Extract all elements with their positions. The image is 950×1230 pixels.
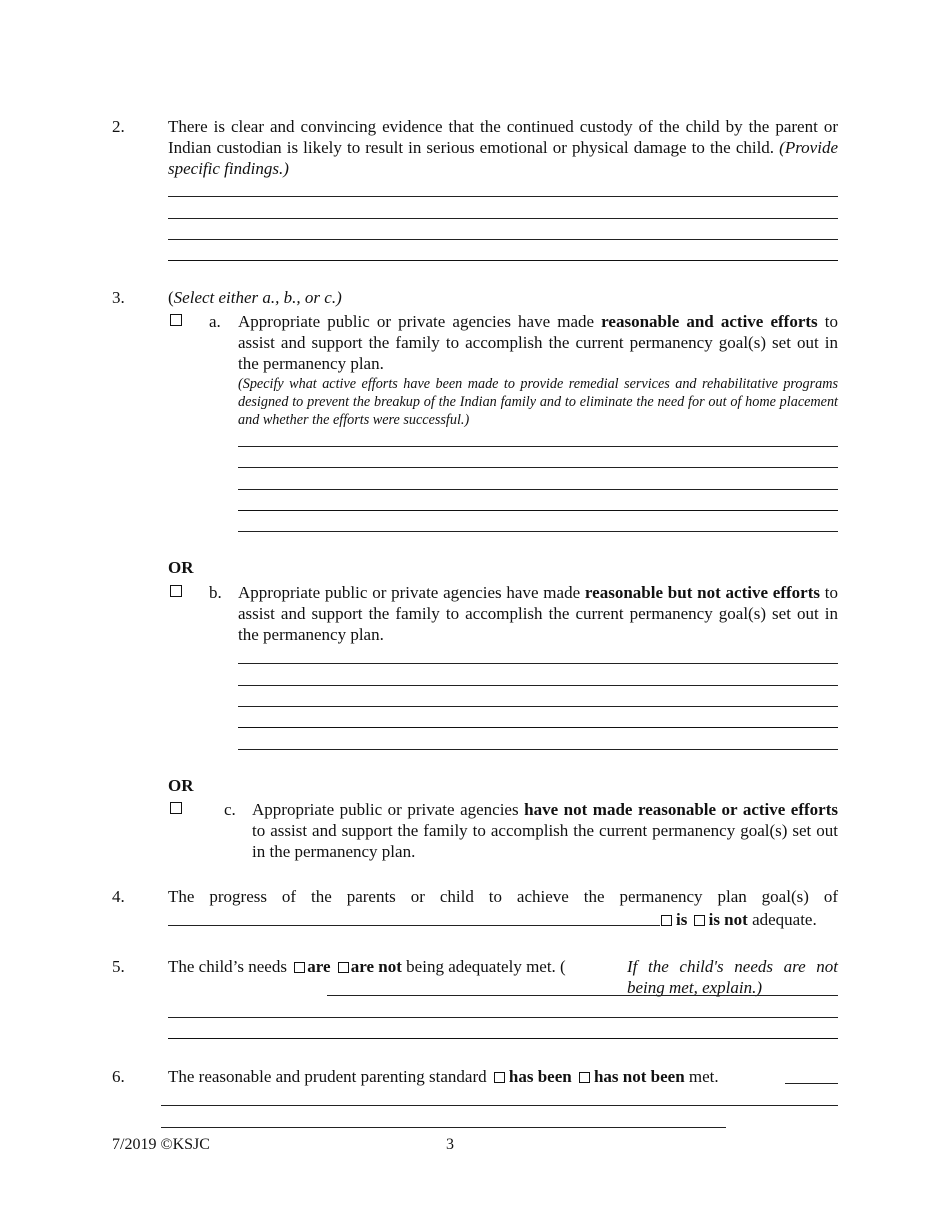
item-4-is-checkbox[interactable] — [661, 915, 672, 926]
item-3a-note: (Specify what active efforts have been made to provide remedial services and rehabilitative programs designed to prevent the breakup of the Indian family and to eliminate the need for out of home placement and whether the efforts were successful.) — [238, 376, 838, 428]
item-3-number: 3. — [112, 288, 125, 307]
item-3a-pre: Appropriate public or private agencies have made — [238, 312, 595, 331]
item-2-findings-line-3[interactable] — [168, 239, 838, 240]
item-6-has-been-checkbox[interactable] — [494, 1072, 505, 1083]
item-5-explain-line-1[interactable] — [327, 995, 838, 996]
item-6-has-not-been-label: has not been — [593, 1067, 685, 1086]
item-3c-pre: Appropriate public or private agencies — [252, 800, 519, 819]
item-4-goal-field[interactable] — [168, 925, 660, 926]
item-3b-post: to assist and support the family to accomplish the current permanency goal(s) set out in the permanency plan. — [238, 583, 839, 644]
item-6-line-3[interactable] — [161, 1127, 726, 1128]
or-label-1: OR — [168, 558, 194, 577]
item-6-text — [168, 1066, 719, 1087]
item-6-has-been-label: has been — [508, 1067, 572, 1086]
item-3c-text — [252, 799, 838, 862]
item-5-are-not-label: are not — [350, 957, 402, 976]
item-3-instruction — [168, 287, 342, 308]
item-6-line-2[interactable] — [161, 1105, 838, 1106]
item-3b-checkbox[interactable] — [170, 585, 182, 597]
item-5-note-text: If the child's needs are not being met, explain.) — [627, 957, 838, 997]
item-3a-line-2[interactable] — [238, 467, 838, 468]
item-2-text — [168, 116, 838, 179]
item-3a-line-1[interactable] — [238, 446, 838, 447]
item-3-instruction-text: Select either a., b., or c.) — [173, 288, 342, 307]
item-3a-line-3[interactable] — [238, 489, 838, 490]
item-3a-line-5[interactable] — [238, 531, 838, 532]
item-5-explain-line-3[interactable] — [168, 1038, 838, 1039]
item-2-note: (Provide specific findings.) — [168, 138, 839, 178]
item-4-is-not-checkbox[interactable] — [694, 915, 705, 926]
item-3a-bold: reasonable and active efforts — [601, 312, 818, 331]
footer-date-copyright: 7/2019 ©KSJC — [112, 1136, 210, 1153]
item-3b-pre: Appropriate public or private agencies have made — [238, 583, 581, 602]
item-3a-letter: a. — [209, 312, 221, 331]
item-5-note — [627, 956, 839, 998]
item-4-is-not-label: is not — [708, 910, 748, 929]
item-5-pre: The child’s needs — [168, 957, 287, 976]
item-6-pre: The reasonable and prudent parenting standard — [168, 1067, 487, 1086]
item-3a-checkbox[interactable] — [170, 314, 182, 326]
item-2-findings-line-2[interactable] — [168, 218, 838, 219]
item-3b-line-3[interactable] — [238, 706, 838, 707]
item-5-number: 5. — [112, 957, 125, 976]
item-3b-bold: reasonable but not active efforts — [584, 583, 820, 602]
item-3b-line-5[interactable] — [238, 749, 838, 750]
item-4-is-label: is — [676, 910, 688, 929]
item-5-mid: being adequately met. ( — [406, 957, 566, 976]
item-3a-post: to assist and support the family to accomplish the current permanency goal(s) set out in the permanency plan. — [238, 312, 838, 373]
item-6-short-line[interactable] — [785, 1083, 838, 1084]
item-2-findings-line-4[interactable] — [168, 260, 838, 261]
or-label-2: OR — [168, 776, 194, 795]
item-3b-line-2[interactable] — [238, 685, 838, 686]
item-6-number: 6. — [112, 1067, 125, 1086]
item-2-number: 2. — [112, 117, 125, 136]
item-4-options — [661, 909, 817, 930]
item-3b-letter: b. — [209, 583, 222, 602]
item-4-text: The progress of the parents or child to achieve the permanency plan goal(s) of — [168, 887, 838, 906]
item-6-tail: met. — [688, 1067, 719, 1086]
item-4-tail: adequate. — [752, 910, 817, 929]
item-5-are-label: are — [307, 957, 331, 976]
item-3c-post: to assist and support the family to accomplish the current permanency goal(s) set out in the permanency plan. — [252, 821, 838, 861]
footer-page-number: 3 — [446, 1136, 454, 1153]
item-3b-line-4[interactable] — [238, 727, 838, 728]
item-3b-line-1[interactable] — [238, 663, 838, 664]
item-3c-letter: c. — [224, 800, 236, 819]
item-5-explain-line-2[interactable] — [168, 1017, 838, 1018]
item-2-body: There is clear and convincing evidence that the continued custody of the child by the parent or Indian custodian is likely to result in serious emotional or physical damage to the child. — [168, 117, 838, 157]
item-3a-text — [238, 311, 838, 374]
item-3c-bold: have not made reasonable or active efforts — [524, 800, 839, 819]
item-3-instruction-paren: ( — [168, 288, 174, 307]
item-3b-text — [238, 582, 838, 645]
item-3a-line-4[interactable] — [238, 510, 838, 511]
item-2-findings-line-1[interactable] — [168, 196, 838, 197]
item-3c-checkbox[interactable] — [170, 802, 182, 814]
item-6-has-not-been-checkbox[interactable] — [579, 1072, 590, 1083]
item-4-number: 4. — [112, 887, 125, 906]
